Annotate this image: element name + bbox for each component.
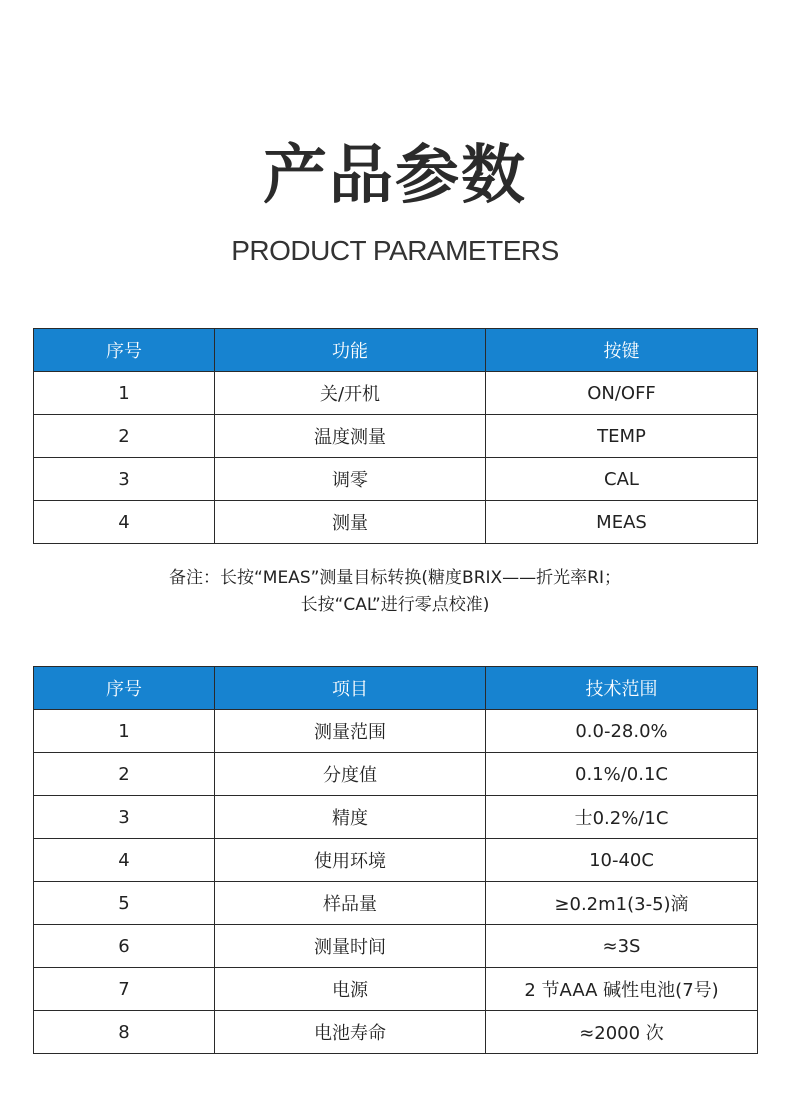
cell-function: 测量 bbox=[215, 501, 486, 544]
cell-function: 温度测量 bbox=[215, 415, 486, 458]
function-key-table bbox=[33, 328, 758, 544]
cell-index: 4 bbox=[34, 839, 215, 882]
table-row bbox=[34, 501, 758, 544]
table-row bbox=[34, 415, 758, 458]
cell-index: 2 bbox=[34, 415, 215, 458]
cell-index: 1 bbox=[34, 710, 215, 753]
table-row bbox=[34, 925, 758, 968]
cell-item: 测量时间 bbox=[215, 925, 486, 968]
cell-key: CAL bbox=[486, 458, 758, 501]
table-row bbox=[34, 710, 758, 753]
cell-spec: 0.0-28.0% bbox=[486, 710, 758, 753]
header-item: 项目 bbox=[215, 667, 486, 710]
cell-index: 3 bbox=[34, 458, 215, 501]
cell-index: 5 bbox=[34, 882, 215, 925]
cell-spec: ≈2000 次 bbox=[486, 1011, 758, 1054]
cell-index: 2 bbox=[34, 753, 215, 796]
cell-item: 电池寿命 bbox=[215, 1011, 486, 1054]
table-row bbox=[34, 1011, 758, 1054]
cell-index: 7 bbox=[34, 968, 215, 1011]
cell-index: 4 bbox=[34, 501, 215, 544]
table-row bbox=[34, 458, 758, 501]
page-title: 产品参数 bbox=[263, 139, 527, 213]
cell-index: 6 bbox=[34, 925, 215, 968]
cell-spec: 2 节AAA 碱性电池(7号) bbox=[486, 968, 758, 1011]
cell-index: 1 bbox=[34, 372, 215, 415]
cell-item: 样品量 bbox=[215, 882, 486, 925]
cell-index: 8 bbox=[34, 1011, 215, 1054]
cell-spec: ≈3S bbox=[486, 925, 758, 968]
remark-line-2: 长按“CAL”进行零点校准) bbox=[300, 595, 490, 615]
table-header-row bbox=[34, 667, 758, 710]
cell-key: ON/OFF bbox=[486, 372, 758, 415]
cell-key: TEMP bbox=[486, 415, 758, 458]
table-header-row bbox=[34, 329, 758, 372]
cell-spec: 10-40C bbox=[486, 839, 758, 882]
table-row bbox=[34, 968, 758, 1011]
table-row bbox=[34, 753, 758, 796]
technical-spec-table bbox=[33, 666, 758, 1054]
cell-item: 使用环境 bbox=[215, 839, 486, 882]
header-spec-range: 技术范围 bbox=[486, 667, 758, 710]
cell-spec: 士0.2%/1C bbox=[486, 796, 758, 839]
cell-item: 电源 bbox=[215, 968, 486, 1011]
cell-key: MEAS bbox=[486, 501, 758, 544]
remark-note bbox=[0, 565, 790, 619]
cell-function: 关/开机 bbox=[215, 372, 486, 415]
remark-line-1: 备注：长按“MEAS”测量目标转换(糖度BRIX——折光率RI； bbox=[168, 568, 622, 588]
cell-item: 分度值 bbox=[215, 753, 486, 796]
table-row bbox=[34, 372, 758, 415]
header-index: 序号 bbox=[34, 667, 215, 710]
header-key: 按键 bbox=[486, 329, 758, 372]
header-index: 序号 bbox=[34, 329, 215, 372]
cell-item: 精度 bbox=[215, 796, 486, 839]
table-row bbox=[34, 796, 758, 839]
cell-spec: 0.1%/0.1C bbox=[486, 753, 758, 796]
cell-index: 3 bbox=[34, 796, 215, 839]
table-row bbox=[34, 839, 758, 882]
cell-item: 测量范围 bbox=[215, 710, 486, 753]
page-subtitle: PRODUCT PARAMETERS bbox=[231, 235, 559, 266]
table-row bbox=[34, 882, 758, 925]
cell-spec: ≥0.2m1(3-5)滴 bbox=[486, 882, 758, 925]
cell-function: 调零 bbox=[215, 458, 486, 501]
header-function: 功能 bbox=[215, 329, 486, 372]
